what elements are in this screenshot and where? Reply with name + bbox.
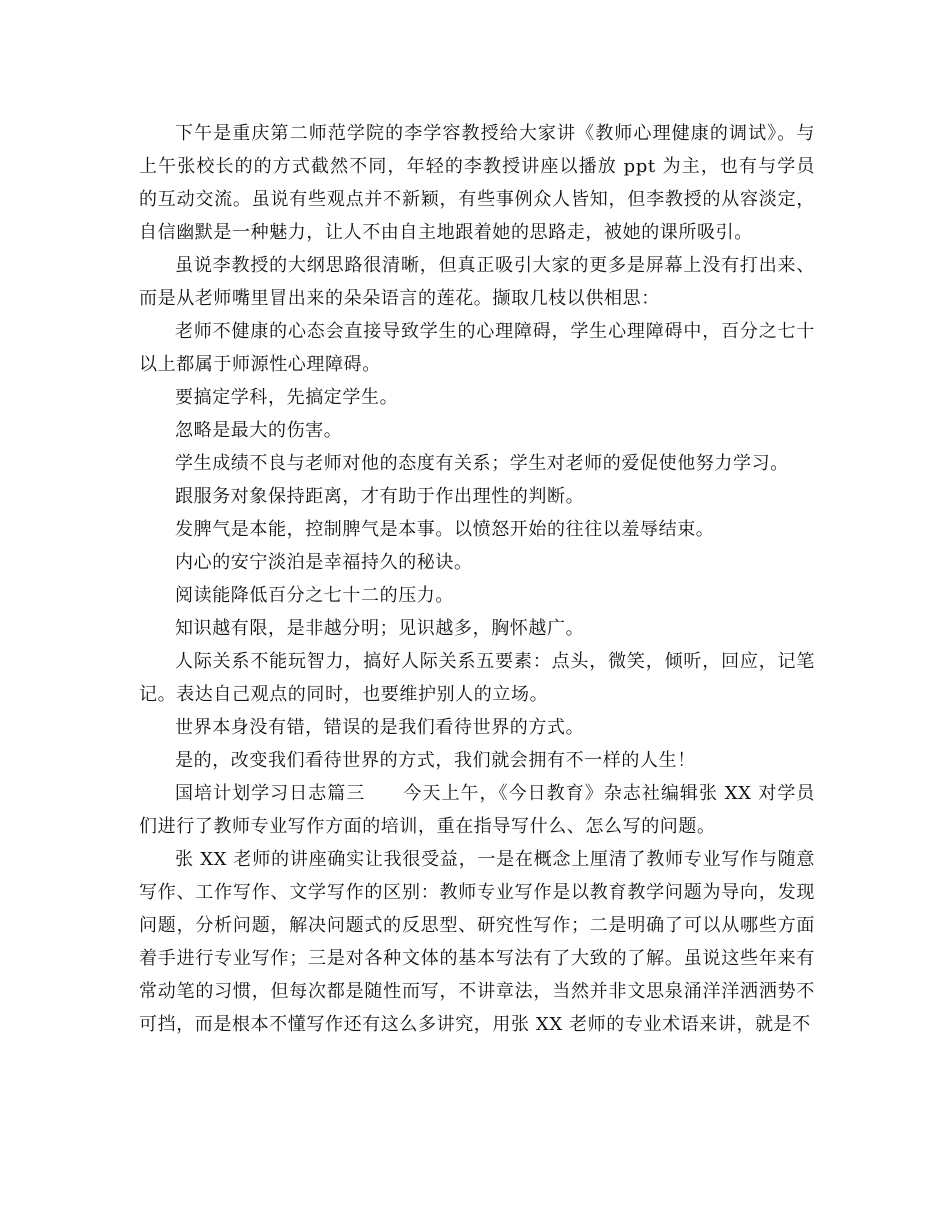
paragraph-quotes-intro: 虽说李教授的大纲思路很清晰，但真正吸引大家的更多是屏幕上没有打出来、而是从老师嘴里冒出来的朵朵语言的莲花。撷取几枝以供相思：	[139, 255, 815, 309]
paragraph-lecture-intro: 下午是重庆第二师范学院的李学容教授给大家讲《教师心理健康的调试》。与上午张校长的的方式截然不同，年轻的李教授讲座以播放 ppt 为主，也有与学员的互动交流。虽说有些观点并不新颖，有些事例众人皆知，但李教授的从容淡定，自信幽默是一种魅力，让人不由自主地跟着她的思路走，被她的课所吸引。	[139, 123, 815, 243]
paragraph-quote-1: 老师不健康的心态会直接导致学生的心理障碍，学生心理障碍中，百分之七十以上都属于师源性心理障碍。	[139, 321, 815, 375]
paragraph-quote-2: 要搞定学科，先搞定学生。	[175, 387, 399, 408]
paragraph-quote-6: 发脾气是本能，控制脾气是本事。以愤怒开始的往往以羞辱结束。	[175, 519, 715, 540]
paragraph-quote-10: 人际关系不能玩智力，搞好人际关系五要素：点头，微笑，倾听，回应，记笔记。表达自己观点的同时，也要维护别人的立场。	[139, 651, 815, 705]
paragraph-quote-3: 忽略是最大的伤害。	[175, 420, 343, 441]
paragraph-conclusion: 是的，改变我们看待世界的方式，我们就会拥有不一样的人生！	[175, 750, 696, 771]
paragraph-quote-4: 学生成绩不良与老师对他的态度有关系；学生对老师的爱促使他努力学习。	[175, 453, 789, 474]
paragraph-quote-8: 阅读能降低百分之七十二的压力。	[175, 585, 454, 606]
paragraph-quote-5: 跟服务对象保持距离，才有助于作出理性的判断。	[175, 486, 585, 507]
paragraph-quote-9: 知识越有限，是非越分明；见识越多，胸怀越广。	[175, 618, 585, 639]
document-body	[139, 117, 815, 1041]
paragraph-quote-11: 世界本身没有错，错误的是我们看待世界的方式。	[175, 717, 585, 738]
paragraph-writing-lecture: 张 XX 老师的讲座确实让我很受益，一是在概念上厘清了教师专业写作与随意写作、工作写作、文学写作的区别：教师专业写作是以教育教学问题为导向，发现问题，分析问题，解决问题式的反思型、研究性写作；二是明确了可以从哪些方面着手进行专业写作；三是对各种文体的基本写法有了大致的了解。虽说这些年来有常动笔的习惯，但每次都是随性而写，不讲章法，当然并非文思泉涌洋洋洒洒势不可挡，而是根本不懂写作还有这么多讲究，用张 XX 老师的专业术语来讲，就是不	[139, 849, 815, 1035]
paragraph-log-part-three: 国培计划学习日志篇三 今天上午，《今日教育》杂志社编辑张 XX 对学员们进行了教师专业写作方面的培训，重在指导写什么、怎么写的问题。	[139, 783, 815, 837]
paragraph-quote-7: 内心的安宁淡泊是幸福持久的秘诀。	[175, 552, 473, 573]
